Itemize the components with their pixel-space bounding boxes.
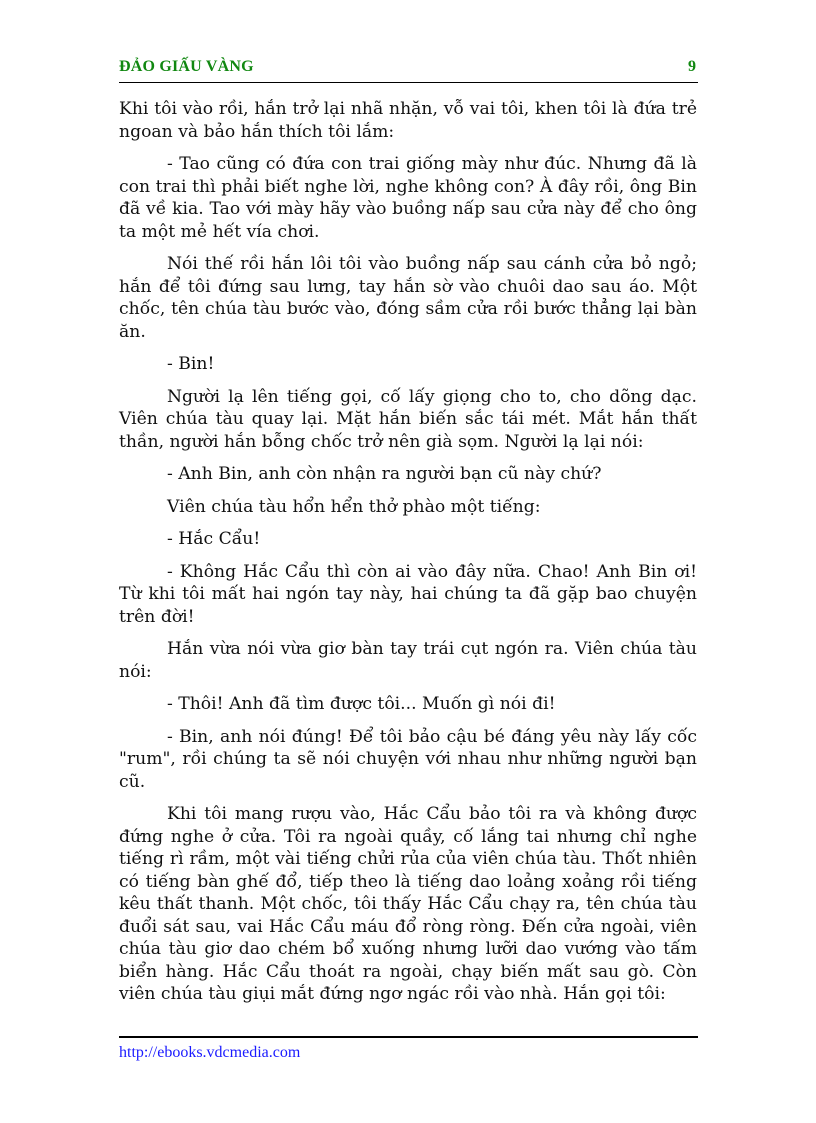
- footer-divider: [119, 1036, 698, 1038]
- paragraph: - Không Hắc Cẩu thì còn ai vào đây nữa. Chao! Anh Bin ơi! Từ khi tôi mất hai ngón tay này, hai chúng ta đã gặp bao chuyện trên đời!: [119, 561, 697, 627]
- paragraph: Khi tôi mang rượu vào, Hắc Cẩu bảo tôi ra và không được đứng nghe ở cửa. Tôi ra ngoài quầy, cố lắng tai nhưng chỉ nghe tiếng rì rầm, một vài tiếng chửi rủa của viên chúa tàu. Thốt nhiên có tiếng bàn ghế đổ, tiếp theo là tiếng dao loảng xoảng rồi tiếng kêu thất thanh. Một chốc, tôi thấy Hắc Cẩu chạy ra, tên chúa tàu đuổi sát sau, vai Hắc Cẩu máu đổ ròng ròng. Đến cửa ngoài, viên chúa tàu giơ dao chém bổ xuống nhưng lưỡi dao vướng vào tấm biển hàng. Hắc Cẩu thoát ra ngoài, chạy biến mất sau gò. Còn viên chúa tàu giụi mắt đứng ngơ ngác rồi vào nhà. Hắn gọi tôi:: [119, 804, 697, 1004]
- paragraph: Hắn vừa nói vừa giơ bàn tay trái cụt ngón ra. Viên chúa tàu nói:: [119, 639, 697, 682]
- paragraph: - Thôi! Anh đã tìm được tôi... Muốn gì nói đi!: [167, 694, 556, 714]
- paragraph: - Bin!: [167, 354, 215, 374]
- paragraph: - Bin, anh nói đúng! Để tôi bảo cậu bé đáng yêu này lấy cốc "rum", rồi chúng ta sẽ nói chuyện với nhau như những người bạn cũ.: [119, 726, 697, 792]
- book-title: ĐẢO GIẤU VÀNG: [119, 58, 254, 75]
- paragraph: - Anh Bin, anh còn nhận ra người bạn cũ này chứ?: [167, 464, 602, 484]
- paragraph: Người lạ lên tiếng gọi, cố lấy giọng cho to, cho dõng dạc. Viên chúa tàu quay lại. Mặt hắn biến sắc tái mét. Mắt hắn thất thần, người hắn bỗng chốc trở nên già sọm. Người lạ lại nói:: [119, 386, 697, 452]
- paragraph: - Hắc Cẩu!: [167, 529, 261, 549]
- page-body: [119, 98, 697, 1016]
- paragraph: Viên chúa tàu hổn hển thở phào một tiếng:: [167, 496, 541, 517]
- paragraph: - Tao cũng có đứa con trai giống mày như đúc. Nhưng đã là con trai thì phải biết nghe lời, nghe không con? À đây rồi, ông Bin đã về kia. Tao với mày hãy vào buồng nấp sau cửa này để cho ông ta một mẻ hết vía chơi.: [119, 154, 697, 242]
- paragraph: Nói thế rồi hắn lôi tôi vào buồng nấp sau cánh cửa bỏ ngỏ; hắn để tôi đứng sau lưng, tay hắn sờ vào chuôi dao sau áo. Một chốc, tên chúa tàu bước vào, đóng sầm cửa rồi bước thẳng lại bàn ăn.: [119, 254, 697, 342]
- footer-link[interactable]: http://ebooks.vdcmedia.com: [119, 1044, 301, 1061]
- page-number: 9: [688, 58, 696, 75]
- paragraph: Khi tôi vào rồi, hắn trở lại nhã nhặn, vỗ vai tôi, khen tôi là đứa trẻ ngoan và bảo hắn thích tôi lắm:: [119, 99, 697, 142]
- page-header: [119, 58, 698, 83]
